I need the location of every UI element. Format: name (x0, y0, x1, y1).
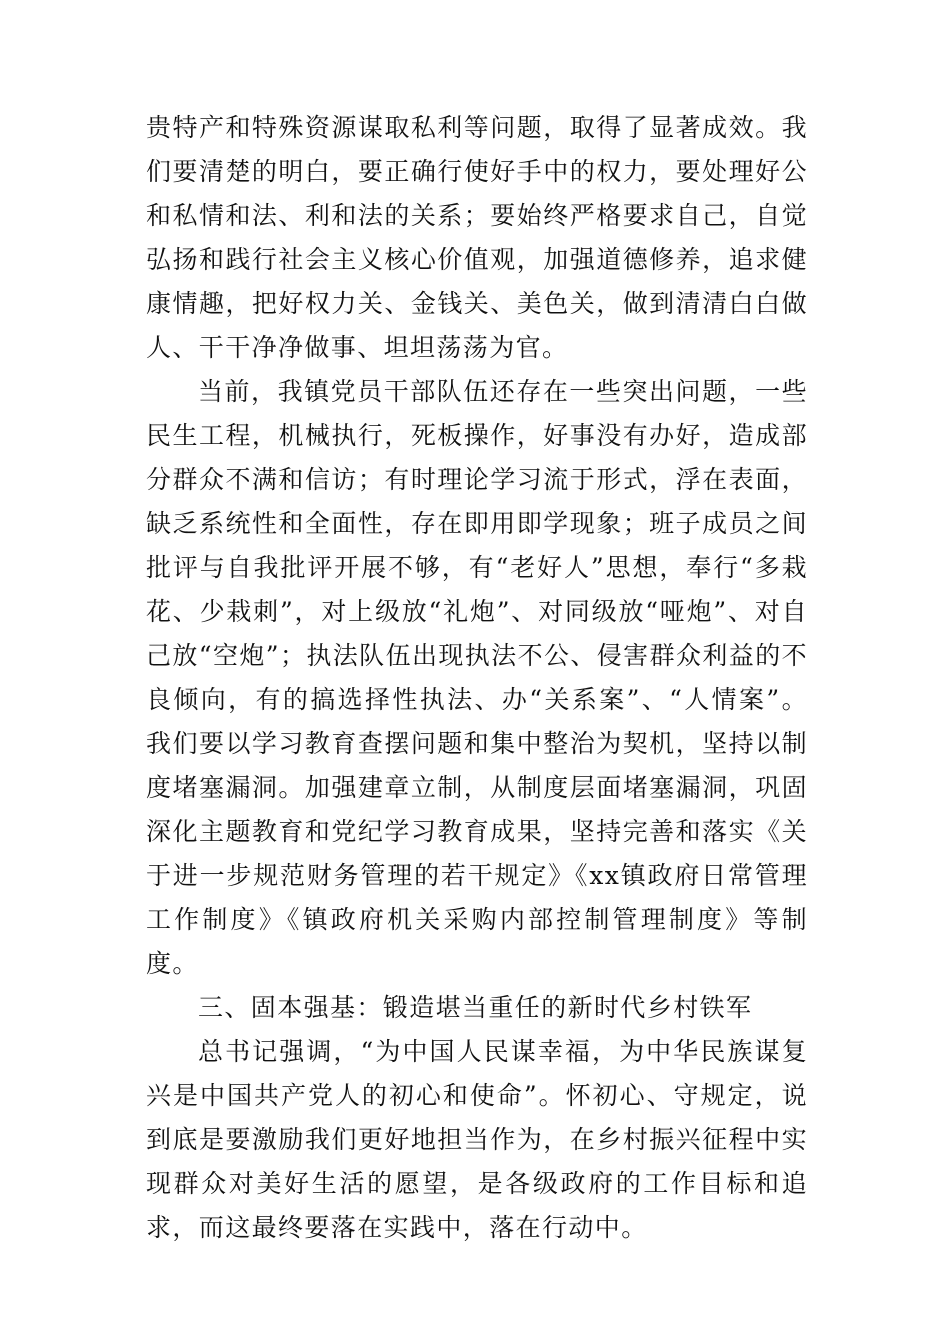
paragraph-continuation: 贵特产和特殊资源谋取私利等问题，取得了显著成效。我们要清楚的明白，要正确行使好手中的权力，要处理好公和私情和法、利和法的关系；要始终严格要求自己，自觉弘扬和践行社会主义核心价值观，加强道德修养，追求健康情趣，把好权力关、金钱关、美色关，做到清清白白做人、干干净净做事、坦坦荡荡为官。 (146, 113, 808, 362)
document-body (146, 106, 808, 1250)
paragraph-current-problems: 当前，我镇党员干部队伍还存在一些突出问题，一些民生工程，机械执行，死板操作，好事没有办好，造成部分群众不满和信访；有时理论学习流于形式，浮在表面，缺乏系统性和全面性，存在即用即学现象；班子成员之间批评与自我批评开展不够，有“老好人”思想，奉行“多栽花、少栽刺”，对上级放“礼炮”、对同级放“哑炮”、对自己放“空炮”；执法队伍出现执法不公、侵害群众利益的不良倾向，有的搞选择性执法、办“关系案”、“人情案”。我们要以学习教育查摆问题和集中整治为契机，坚持以制度堵塞漏洞。加强建章立制，从制度层面堵塞漏洞，巩固深化主题教育和党纪学习教育成果，坚持完善和落实《关于进一步规范财务管理的若干规定》《xx镇政府日常管理工作制度》《镇政府机关采购内部控制管理制度》等制度。 (146, 377, 808, 978)
paragraph-closing: 总书记强调，“为中国人民谋幸福，为中华民族谋复兴是中国共产党人的初心和使命”。怀初心、守规定，说到底是要激励我们更好地担当作为，在乡村振兴征程中实现群众对美好生活的愿望，是各级政府的工作目标和追求，而这最终要落在实践中，落在行动中。 (146, 1037, 808, 1242)
section-heading: 三、固本强基：锻造堪当重任的新时代乡村铁军 (198, 993, 753, 1022)
